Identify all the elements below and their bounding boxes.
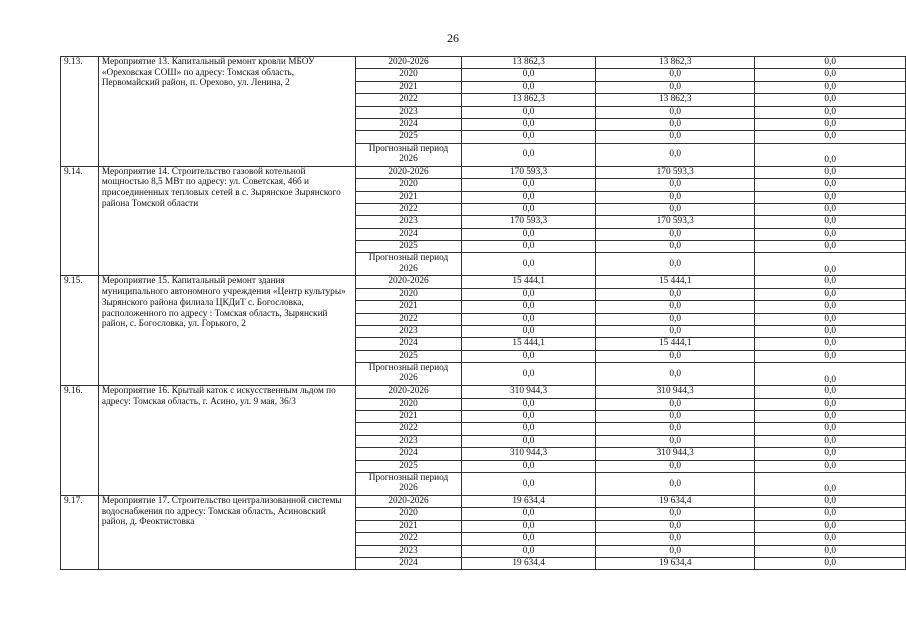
amount-cell-1: 0,0 — [462, 398, 596, 410]
amount-cell-2: 0,0 — [596, 545, 755, 557]
amount-cell-2: 0,0 — [596, 228, 755, 240]
amount-cell-2: 0,0 — [596, 508, 755, 520]
forecast-amount-cell-2: 0,0 — [596, 143, 755, 166]
amount-cell-1: 170 593,3 — [462, 166, 596, 178]
amount-cell-2: 19 634,4 — [596, 557, 755, 569]
forecast-label: Прогнозный период — [368, 253, 449, 264]
measure-number: 9.15. — [61, 276, 99, 386]
period-cell: 2024 — [355, 118, 461, 130]
amount-cell-2: 15 444,1 — [596, 338, 755, 350]
period-cell: 2022 — [355, 203, 461, 215]
amount-cell-1: 0,0 — [462, 241, 596, 253]
period-cell: 2024 — [355, 557, 461, 569]
amount-cell-2: 0,0 — [596, 520, 755, 532]
forecast-period-cell — [355, 143, 461, 166]
period-cell: 2022 — [355, 533, 461, 545]
forecast-amount-cell-3: 0,0 — [755, 253, 906, 276]
amount-cell-3: 0,0 — [755, 533, 906, 545]
amount-cell-2: 0,0 — [596, 179, 755, 191]
amount-cell-2: 13 862,3 — [596, 94, 755, 106]
period-cell: 2025 — [355, 460, 461, 472]
amount-cell-1: 0,0 — [462, 131, 596, 143]
amount-cell-1: 19 634,4 — [462, 495, 596, 507]
amount-cell-1: 0,0 — [462, 81, 596, 93]
table-row — [61, 495, 906, 507]
amount-cell-2: 0,0 — [596, 410, 755, 422]
forecast-period-cell — [355, 253, 461, 276]
amount-cell-3: 0,0 — [755, 228, 906, 240]
amount-cell-2: 170 593,3 — [596, 216, 755, 228]
period-cell: 2021 — [355, 410, 461, 422]
amount-cell-3: 0,0 — [755, 313, 906, 325]
amount-cell-3: 0,0 — [755, 179, 906, 191]
funding-table — [60, 56, 906, 570]
amount-cell-1: 0,0 — [462, 203, 596, 215]
amount-cell-3: 0,0 — [755, 166, 906, 178]
amount-cell-2: 310 944,3 — [596, 448, 755, 460]
amount-cell-1: 0,0 — [462, 410, 596, 422]
amount-cell-3: 0,0 — [755, 495, 906, 507]
amount-cell-2: 0,0 — [596, 423, 755, 435]
amount-cell-3: 0,0 — [755, 557, 906, 569]
period-cell: 2020-2026 — [355, 166, 461, 178]
table-row — [61, 166, 906, 178]
amount-cell-3: 0,0 — [755, 191, 906, 203]
measure-description: Мероприятие 13. Капитальный ремонт кровли МБОУ «Ореховская СОШ» по адресу: Томская область, Первомайский район, п. Орехово, ул. Ленина, 2 — [98, 57, 355, 167]
period-cell: 2020-2026 — [355, 386, 461, 398]
amount-cell-2: 0,0 — [596, 106, 755, 118]
amount-cell-1: 0,0 — [462, 106, 596, 118]
amount-cell-2: 170 593,3 — [596, 166, 755, 178]
period-cell: 2022 — [355, 423, 461, 435]
amount-cell-2: 0,0 — [596, 435, 755, 447]
amount-cell-1: 0,0 — [462, 423, 596, 435]
amount-cell-3: 0,0 — [755, 398, 906, 410]
forecast-year: 2026 — [399, 153, 418, 164]
period-cell: 2021 — [355, 81, 461, 93]
amount-cell-2: 0,0 — [596, 131, 755, 143]
amount-cell-2: 0,0 — [596, 81, 755, 93]
measure-description: Мероприятие 16. Крытый каток с искусственным льдом по адресу: Томская область, г. Асино, ул. 9 мая, 36/3 — [98, 386, 355, 496]
period-cell: 2023 — [355, 216, 461, 228]
amount-cell-1: 0,0 — [462, 326, 596, 338]
forecast-period-cell — [355, 363, 461, 386]
amount-cell-3: 0,0 — [755, 57, 906, 69]
amount-cell-3: 0,0 — [755, 435, 906, 447]
forecast-amount-cell-3: 0,0 — [755, 363, 906, 386]
amount-cell-2: 0,0 — [596, 313, 755, 325]
amount-cell-1: 0,0 — [462, 288, 596, 300]
amount-cell-2: 0,0 — [596, 191, 755, 203]
period-cell: 2024 — [355, 338, 461, 350]
table-row — [61, 57, 906, 69]
amount-cell-3: 0,0 — [755, 131, 906, 143]
measure-number: 9.17. — [61, 495, 99, 569]
funding-table-body — [61, 57, 906, 570]
amount-cell-3: 0,0 — [755, 460, 906, 472]
amount-cell-2: 310 944,3 — [596, 386, 755, 398]
period-cell: 2025 — [355, 241, 461, 253]
measure-description: Мероприятие 15. Капитальный ремонт здания муниципального автономного учреждения «Центр культуры» Зырянского района филиала ЦКДиТ с. Богословка, расположенного по адресу : Томская область, Зырянский район, с. Богословка, ул. Горького, 2 — [98, 276, 355, 386]
forecast-amount-cell-2: 0,0 — [596, 253, 755, 276]
period-cell: 2021 — [355, 520, 461, 532]
amount-cell-1: 0,0 — [462, 228, 596, 240]
amount-cell-2: 0,0 — [596, 288, 755, 300]
forecast-amount-cell-1: 0,0 — [462, 143, 596, 166]
forecast-amount-cell-2: 0,0 — [596, 363, 755, 386]
forecast-amount-cell-1: 0,0 — [462, 472, 596, 495]
amount-cell-3: 0,0 — [755, 520, 906, 532]
amount-cell-1: 0,0 — [462, 435, 596, 447]
amount-cell-3: 0,0 — [755, 276, 906, 288]
amount-cell-3: 0,0 — [755, 350, 906, 362]
amount-cell-1: 0,0 — [462, 350, 596, 362]
amount-cell-2: 0,0 — [596, 460, 755, 472]
amount-cell-3: 0,0 — [755, 410, 906, 422]
amount-cell-3: 0,0 — [755, 216, 906, 228]
amount-cell-1: 13 862,3 — [462, 57, 596, 69]
forecast-year: 2026 — [399, 263, 418, 274]
period-cell: 2020 — [355, 288, 461, 300]
amount-cell-3: 0,0 — [755, 288, 906, 300]
period-cell: 2020 — [355, 508, 461, 520]
period-cell: 2023 — [355, 326, 461, 338]
amount-cell-3: 0,0 — [755, 241, 906, 253]
measure-number: 9.16. — [61, 386, 99, 496]
forecast-amount-cell-3: 0,0 — [755, 143, 906, 166]
forecast-label: Прогнозный период — [368, 363, 449, 374]
amount-cell-2: 19 634,4 — [596, 495, 755, 507]
forecast-amount-cell-2: 0,0 — [596, 472, 755, 495]
amount-cell-3: 0,0 — [755, 338, 906, 350]
amount-cell-2: 0,0 — [596, 118, 755, 130]
amount-cell-2: 0,0 — [596, 69, 755, 81]
amount-cell-1: 0,0 — [462, 179, 596, 191]
forecast-year: 2026 — [399, 483, 418, 494]
amount-cell-2: 15 444,1 — [596, 276, 755, 288]
period-cell: 2025 — [355, 131, 461, 143]
amount-cell-1: 0,0 — [462, 545, 596, 557]
forecast-year: 2026 — [399, 373, 418, 384]
period-cell: 2021 — [355, 301, 461, 313]
period-cell: 2020-2026 — [355, 57, 461, 69]
period-cell: 2020 — [355, 398, 461, 410]
forecast-amount-cell-3: 0,0 — [755, 472, 906, 495]
amount-cell-2: 0,0 — [596, 241, 755, 253]
period-cell: 2023 — [355, 545, 461, 557]
amount-cell-1: 0,0 — [462, 520, 596, 532]
amount-cell-2: 13 862,3 — [596, 57, 755, 69]
amount-cell-1: 13 862,3 — [462, 94, 596, 106]
amount-cell-1: 0,0 — [462, 533, 596, 545]
forecast-amount-cell-1: 0,0 — [462, 363, 596, 386]
amount-cell-3: 0,0 — [755, 94, 906, 106]
amount-cell-1: 0,0 — [462, 508, 596, 520]
measure-description: Мероприятие 17. Строительство централизованной системы водоснабжения по адресу: Томская область, Асиновский район, д. Феоктистовка — [98, 495, 355, 569]
amount-cell-3: 0,0 — [755, 545, 906, 557]
period-cell: 2022 — [355, 313, 461, 325]
amount-cell-3: 0,0 — [755, 448, 906, 460]
amount-cell-2: 0,0 — [596, 533, 755, 545]
period-cell: 2020 — [355, 69, 461, 81]
amount-cell-2: 0,0 — [596, 203, 755, 215]
measure-number: 9.13. — [61, 57, 99, 167]
amount-cell-2: 0,0 — [596, 350, 755, 362]
measure-number: 9.14. — [61, 166, 99, 276]
amount-cell-3: 0,0 — [755, 386, 906, 398]
amount-cell-1: 0,0 — [462, 460, 596, 472]
amount-cell-2: 0,0 — [596, 398, 755, 410]
forecast-period-cell — [355, 472, 461, 495]
table-row — [61, 386, 906, 398]
amount-cell-1: 15 444,1 — [462, 276, 596, 288]
amount-cell-3: 0,0 — [755, 118, 906, 130]
forecast-amount-cell-1: 0,0 — [462, 253, 596, 276]
amount-cell-3: 0,0 — [755, 81, 906, 93]
period-cell: 2021 — [355, 191, 461, 203]
amount-cell-1: 0,0 — [462, 69, 596, 81]
forecast-label: Прогнозный период — [368, 143, 449, 154]
amount-cell-3: 0,0 — [755, 301, 906, 313]
amount-cell-1: 0,0 — [462, 313, 596, 325]
period-cell: 2020-2026 — [355, 495, 461, 507]
period-cell: 2023 — [355, 106, 461, 118]
period-cell: 2020 — [355, 179, 461, 191]
amount-cell-1: 19 634,4 — [462, 557, 596, 569]
period-cell: 2023 — [355, 435, 461, 447]
amount-cell-1: 170 593,3 — [462, 216, 596, 228]
amount-cell-1: 15 444,1 — [462, 338, 596, 350]
period-cell: 2022 — [355, 94, 461, 106]
period-cell: 2024 — [355, 228, 461, 240]
amount-cell-3: 0,0 — [755, 423, 906, 435]
amount-cell-1: 0,0 — [462, 191, 596, 203]
amount-cell-3: 0,0 — [755, 326, 906, 338]
amount-cell-1: 0,0 — [462, 118, 596, 130]
measure-description: Мероприятие 14. Строительство газовой котельной мощностью 8,5 МВт по адресу: ул. Советская, 46б и присоединенных тепловых сетей в с. Зырянское Зырянского района Томской области — [98, 166, 355, 276]
amount-cell-3: 0,0 — [755, 106, 906, 118]
amount-cell-2: 0,0 — [596, 326, 755, 338]
forecast-label: Прогнозный период — [368, 472, 449, 483]
amount-cell-3: 0,0 — [755, 203, 906, 215]
period-cell: 2025 — [355, 350, 461, 362]
table-row — [61, 276, 906, 288]
amount-cell-1: 310 944,3 — [462, 448, 596, 460]
amount-cell-3: 0,0 — [755, 508, 906, 520]
amount-cell-3: 0,0 — [755, 69, 906, 81]
page-number: 26 — [447, 31, 459, 45]
period-cell: 2024 — [355, 448, 461, 460]
amount-cell-2: 0,0 — [596, 301, 755, 313]
amount-cell-1: 0,0 — [462, 301, 596, 313]
amount-cell-1: 310 944,3 — [462, 386, 596, 398]
period-cell: 2020-2026 — [355, 276, 461, 288]
